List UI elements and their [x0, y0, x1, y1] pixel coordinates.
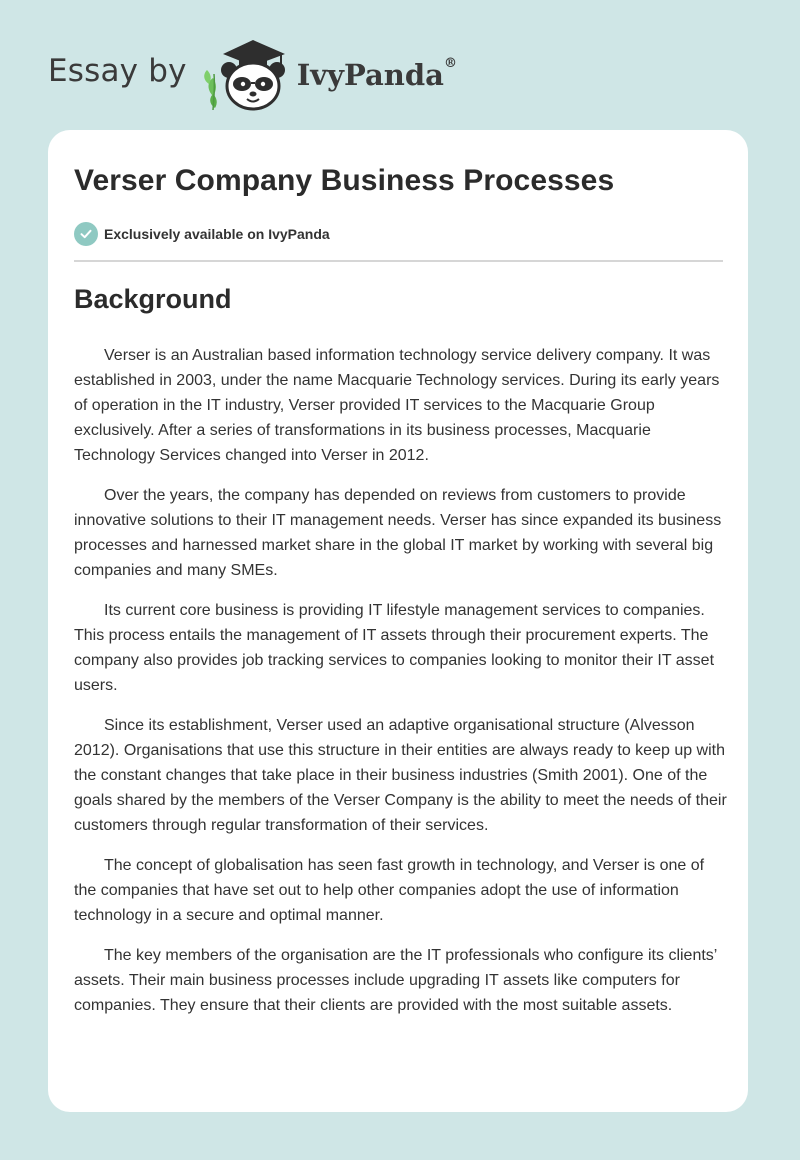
paragraph: Its current core business is providing IT lifestyle management services to companies. This process entails the management of IT assets through their procurement experts. The company also provides job tracking services to companies looking to monitor their IT asset users.: [74, 602, 715, 694]
article-body: [74, 343, 728, 1033]
paragraph: Since its establishment, Verser used an adaptive organisational structure (Alvesson 2012). Organisations that use this structure in their entities are always ready to keep up with the constant changes that take place in their business industries (Smith 2001). One of the goals shared by the members of the Verser Company is the ability to meet the needs of their customers through regular transformation of their services.: [74, 717, 727, 834]
divider: [74, 260, 723, 262]
check-icon: [74, 222, 98, 246]
exclusive-label: Exclusively available on IvyPanda: [104, 226, 330, 242]
paragraph: The key members of the organisation are the IT professionals who configure its clients’ assets. Their main business processes include upgrading IT assets like computers for companies. They ensure that their clients are provided with the most suitable assets.: [74, 947, 717, 1014]
site-header: [48, 34, 457, 114]
brand-label: IvyPanda: [296, 58, 444, 92]
section-heading: Background: [74, 284, 232, 314]
exclusive-badge: [74, 222, 330, 246]
panda-logo-icon[interactable]: [201, 34, 293, 114]
registered-mark: ®: [443, 56, 457, 71]
paragraph: The concept of globalisation has seen fast growth in technology, and Verser is one of the companies that have set out to help other companies adopt the use of information technology in a secure and optimal manner.: [74, 857, 705, 924]
essay-by-label: Essay by: [48, 53, 187, 89]
brand-name[interactable]: [297, 58, 457, 92]
article-card: [48, 130, 748, 1112]
paragraph: Over the years, the company has depended on reviews from customers to provide innovative solutions to their IT management needs. Verser has since expanded its business processes and harnessed market share in the global IT market by working with several big companies and many SMEs.: [74, 487, 722, 579]
paragraph: Verser is an Australian based information technology service delivery company. It was established in 2003, under the name Macquarie Technology services. During its early years of operation in the IT industry, Verser provided IT services to the Macquarie Group exclusively. After a series of transformations in its business processes, Macquarie Technology Services changed into Verser in 2012.: [74, 347, 720, 464]
page-title: Verser Company Business Processes: [74, 164, 615, 197]
